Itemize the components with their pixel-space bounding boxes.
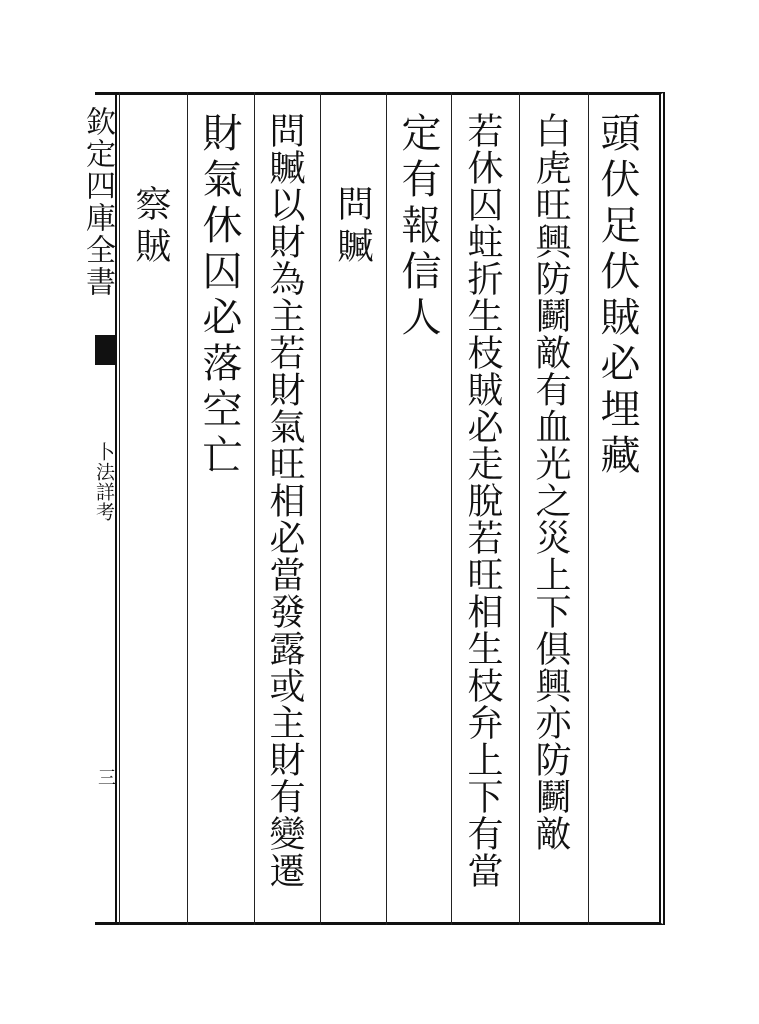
page-border	[95, 92, 665, 925]
section-heading-wen-zang: 問贓	[332, 185, 373, 269]
column-rule	[254, 92, 255, 925]
fishtail-mark	[95, 335, 117, 365]
column-rule	[119, 92, 120, 925]
column-rule	[187, 92, 188, 925]
column-rule	[519, 92, 520, 925]
column-rule	[320, 92, 321, 925]
text-column-4: 定有報信人	[395, 112, 441, 342]
section-heading-cha-zei: 察賊	[130, 185, 171, 269]
text-column-3: 若休囚蛀折生枝賊必走脫若旺相生枝弁上下有當	[462, 112, 503, 889]
text-column-2: 白虎旺興防鬬敵有血光之災上下俱興亦防鬬敵	[530, 112, 571, 852]
text-column-7: 財氣休囚必落空亡	[196, 112, 242, 480]
column-rule	[451, 92, 452, 925]
book-title: 欽定四庫全書	[80, 106, 115, 298]
text-column-6: 問贓以財為主若財氣旺相必當發露或主財有變遷	[264, 112, 305, 889]
page-number: 三	[95, 768, 116, 786]
text-column-1: 頭伏足伏賊必埋藏	[594, 112, 640, 480]
chapter-title: 卜法詳考	[93, 442, 115, 522]
column-rule	[386, 92, 387, 925]
column-rule	[588, 92, 589, 925]
